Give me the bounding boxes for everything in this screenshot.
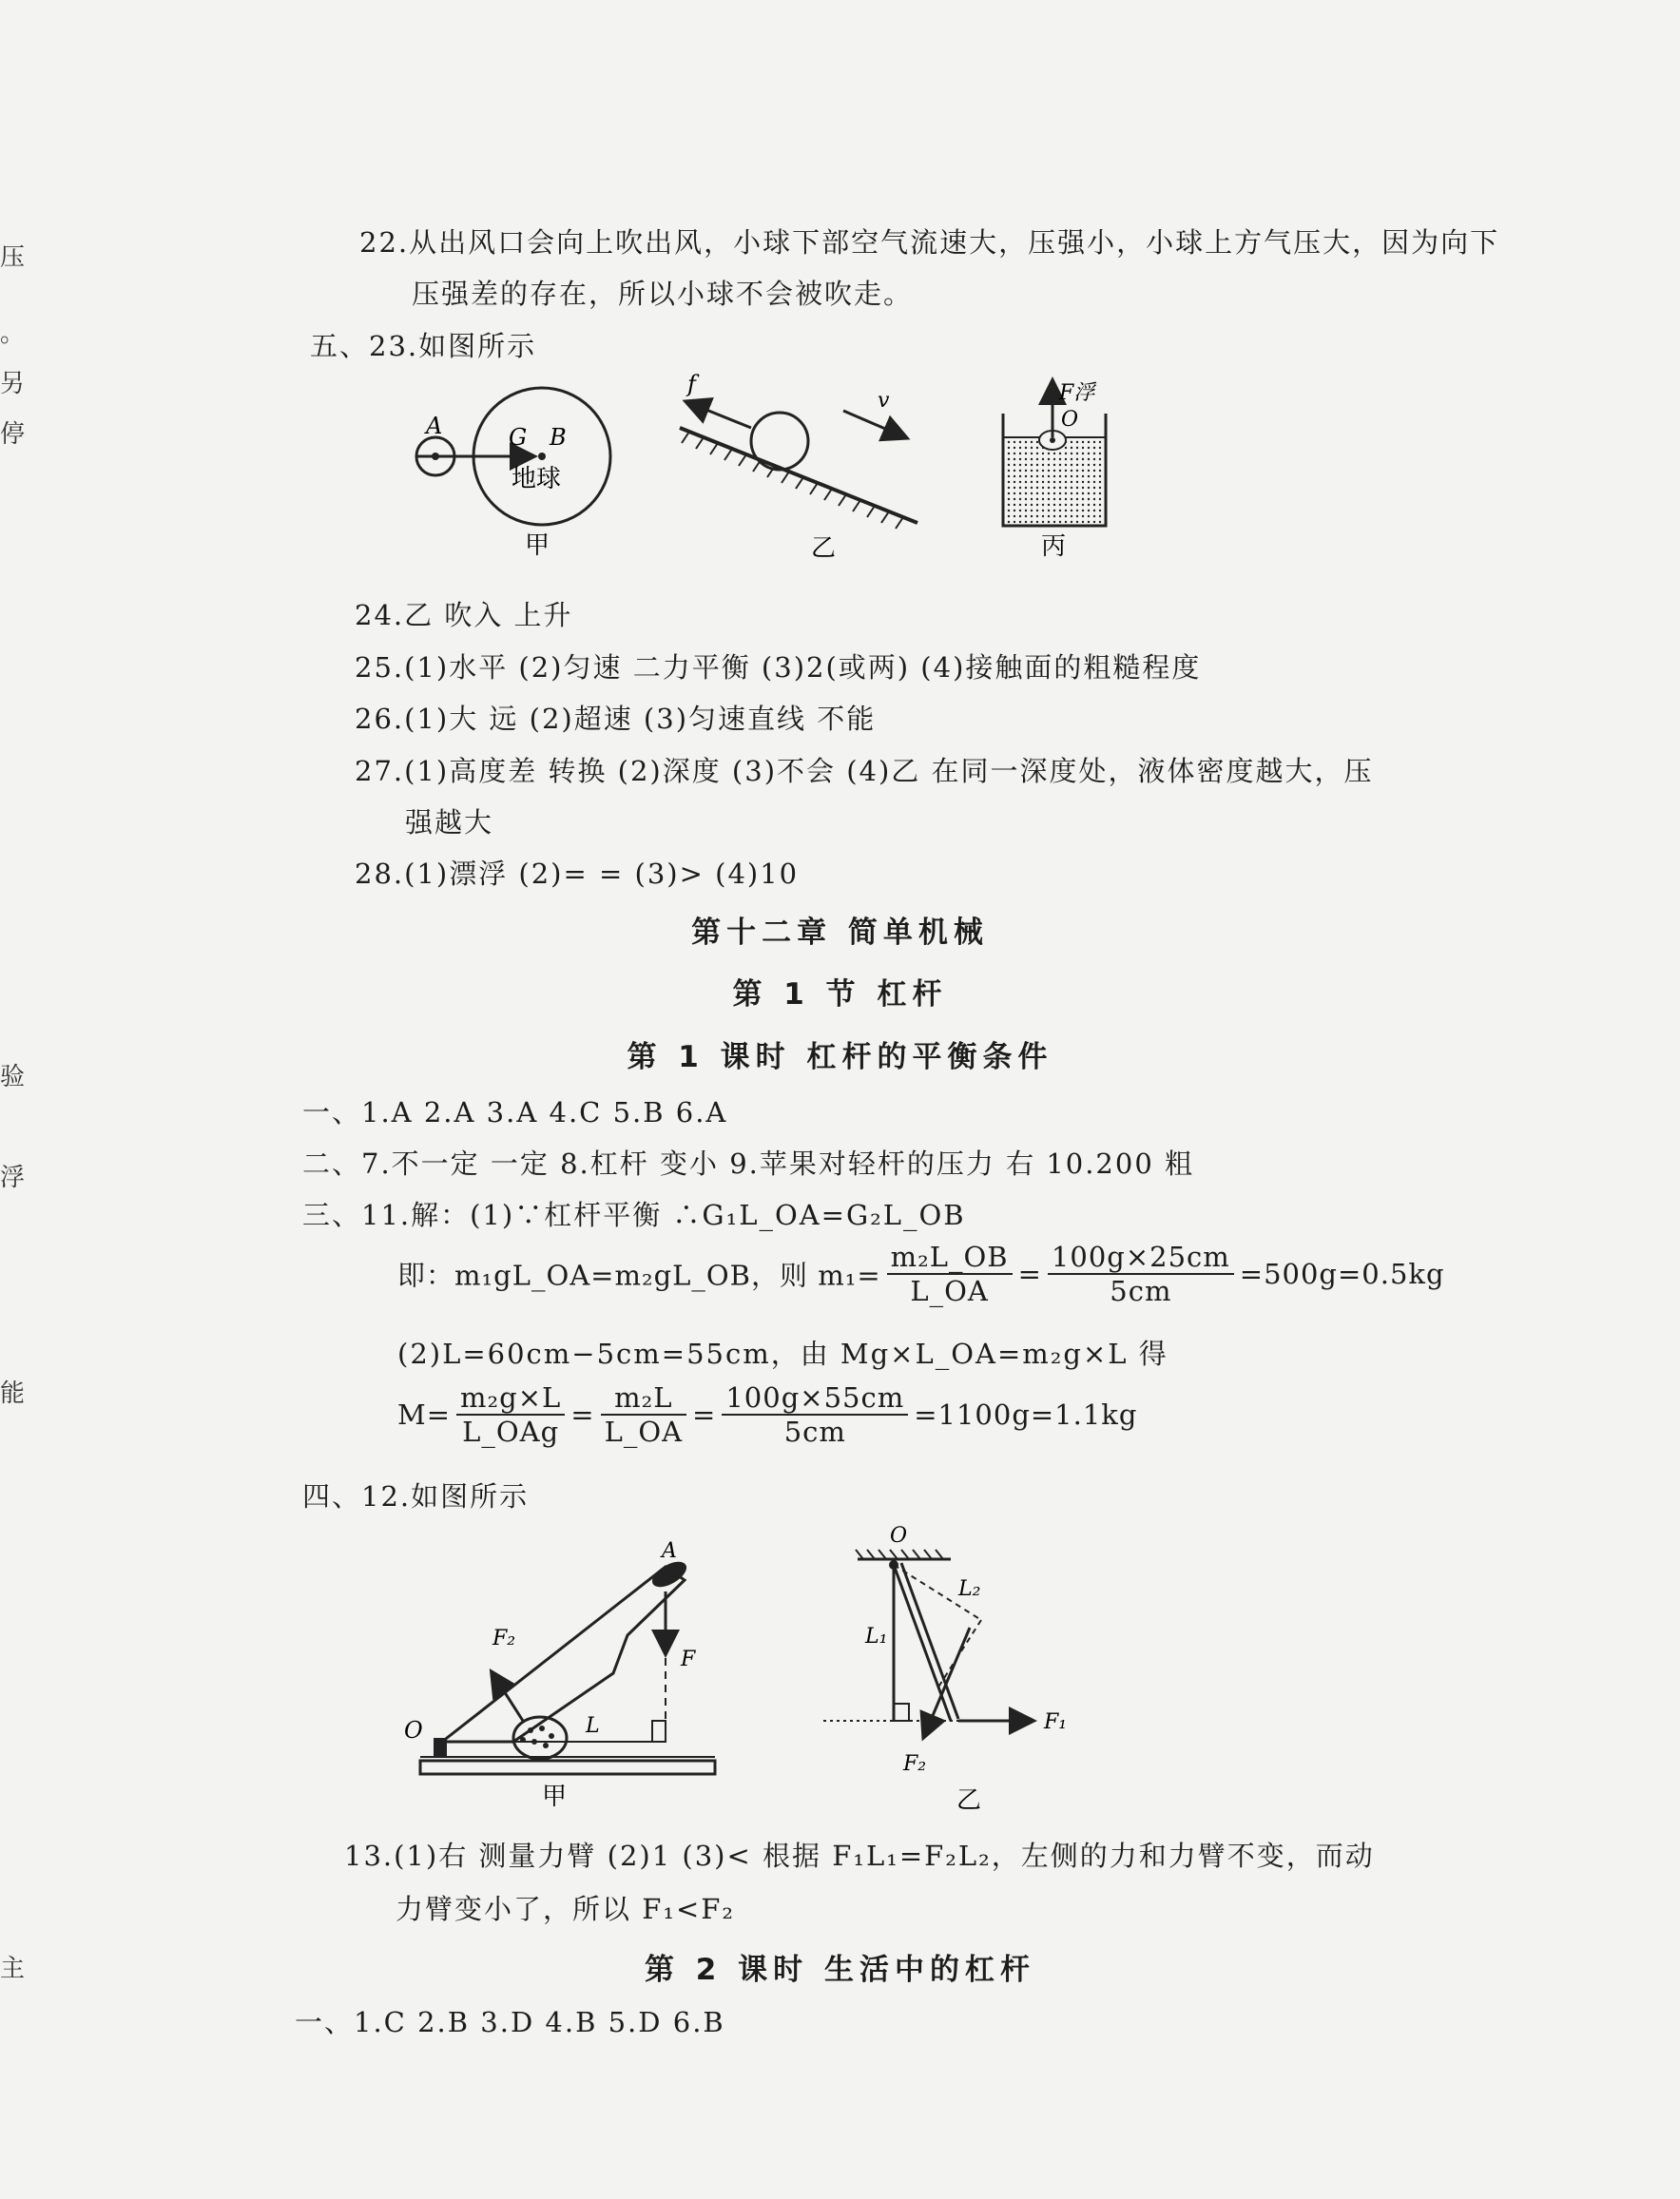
figure-23-bing [989, 371, 1122, 570]
equation-2: (2)L=60cm−5cm=55cm，由 Mg×L_OA=m₂g×L 得 [397, 1338, 1168, 1370]
caption-jia: 甲 [525, 531, 550, 560]
label-B: B [550, 424, 567, 451]
answer-23: 五、23.如图所示 [310, 330, 537, 362]
figure-23-diagrams [399, 361, 932, 570]
equation-3: M= $\frac{\text{m₂g×L}}{\text{L\_OAg}}$ = $\frac{\text{m₂L}}{L\_OA}$ = $\frac{100g\times 55cm}{5cm}$ =1100g=1.1kg [397, 1381, 1138, 1448]
answers-section-1: 一、1.A 2.A 3.A 4.C 5.B 6.A [302, 1096, 728, 1128]
diagram-yi-bar [823, 1524, 1067, 1815]
answers-section-4: 四、12.如图所示 [302, 1480, 530, 1513]
edge-char: 验 [0, 1063, 26, 1091]
label-F1: F₁ [1044, 1710, 1068, 1734]
figure-12-diagrams [399, 1521, 1122, 1825]
label-v: v [878, 389, 890, 413]
label-L: L [586, 1714, 600, 1738]
label-A: A [426, 413, 443, 439]
caption-bing: 丙 [1041, 532, 1067, 561]
label-f: f [687, 371, 696, 397]
answer-24: 24.乙 吹入 上升 [355, 599, 573, 631]
label-F: F [681, 1648, 696, 1671]
edge-char: 压 [0, 243, 26, 272]
label-F-buoyancy: F浮 [1059, 381, 1095, 405]
label-F2: F₂ [903, 1752, 927, 1776]
label-earth: 地球 [512, 465, 562, 493]
edge-char: 主 [0, 1955, 26, 1983]
eq1-fraction-2: $\frac{100g\times 25cm}{5cm}$ [1048, 1241, 1234, 1307]
label-F2: F₂ [492, 1627, 516, 1650]
answers-section-2: 二、7.不一定 一定 8.杠杆 变小 9.苹果对轻杆的压力 右 10.200 粗 [302, 1148, 1195, 1180]
answer-27-line1: 27.(1)高度差 转换 (2)深度 (3)不会 (4)乙 在同一深度处，液体密度越大，压 [355, 755, 1374, 787]
answer-25: 25.(1)水平 (2)匀速 二力平衡 (3)2(或两) (4)接触面的粗糙程度 [355, 651, 1202, 684]
equation-1: 即：m₁gL_OA=m₂gL_OB，则 m₁= $\frac{\text{m₂L\_OB}}{L\_OA}$ = $\frac{100g\times 25cm}{5cm}$ =500g=0.5kg [397, 1241, 1445, 1307]
answer-13-line1: 13.(1)右 测量力臂 (2)1 (3)< 根据 F₁L₁=F₂L₂，左侧的力和力臂不变，而动 [344, 1840, 1375, 1872]
eq3-fraction-1: $\frac{\text{m₂g×L}}{\text{L\_OAg}}$ [456, 1381, 565, 1448]
lesson2-heading: 第 2 课时 生活中的杠杆 [645, 1953, 1035, 1987]
label-G: G [509, 424, 528, 451]
lesson2-answers: 一、1.C 2.B 3.D 4.B 5.D 6.B [295, 2006, 725, 2038]
edge-char: 另 [0, 370, 26, 398]
edge-char: 浮 [0, 1164, 26, 1192]
eq1-result: =500g=0.5kg [1239, 1258, 1445, 1290]
diagram-jia-earth [416, 388, 610, 560]
diagram-yi-incline [680, 371, 917, 563]
answer-27-line2: 强越大 [405, 806, 494, 839]
label-L2: L₂ [958, 1577, 981, 1601]
diagram-jia-lever [404, 1539, 715, 1811]
lesson1-heading: 第 1 课时 杠杆的平衡条件 [627, 1040, 1053, 1074]
caption-jia: 甲 [542, 1783, 568, 1811]
caption-yi: 乙 [811, 534, 837, 563]
caption-yi: 乙 [956, 1786, 982, 1815]
edge-char: 。 [0, 319, 26, 348]
chapter-heading: 第十二章 简单机械 [691, 916, 989, 950]
answer-13-line2: 力臂变小了，所以 F₁<F₂ [396, 1893, 736, 1925]
section-heading: 第 1 节 杠杆 [732, 977, 948, 1012]
eq3-result: =1100g=1.1kg [914, 1398, 1138, 1431]
answer-22-line2: 压强差的存在，所以小球不会被吹走。 [412, 278, 914, 310]
eq3-prefix: M= [397, 1398, 451, 1431]
edge-char: 停 [0, 420, 26, 449]
answer-28: 28.(1)漂浮 (2)= = (3)> (4)10 [355, 858, 800, 890]
label-O: O [404, 1717, 423, 1744]
eq1-prefix: 即：m₁gL_OA=m₂gL_OB，则 m₁= [397, 1259, 881, 1292]
eq3-fraction-2: $\frac{\text{m₂L}}{L\_OA}$ [601, 1381, 686, 1448]
eq1-fraction-1: $\frac{\text{m₂L\_OB}}{L\_OA}$ [887, 1241, 1013, 1307]
label-O: O [890, 1524, 908, 1548]
label-L1: L₁ [865, 1625, 888, 1649]
answer-26: 26.(1)大 远 (2)超速 (3)匀速直线 不能 [355, 703, 877, 735]
answers-section-3: 三、11.解：(1)∵杠杆平衡 ∴G₁L_OA=G₂L_OB [302, 1199, 966, 1231]
eq3-fraction-3: $\frac{100g\times 55cm}{5cm}$ [722, 1381, 908, 1448]
edge-char: 能 [0, 1379, 26, 1408]
label-O: O [1061, 408, 1079, 432]
label-A: A [662, 1539, 677, 1563]
answer-22-line1: 22.从出风口会向上吹出风，小球下部空气流速大，压强小，小球上方气压大，因为向下 [359, 226, 1500, 259]
